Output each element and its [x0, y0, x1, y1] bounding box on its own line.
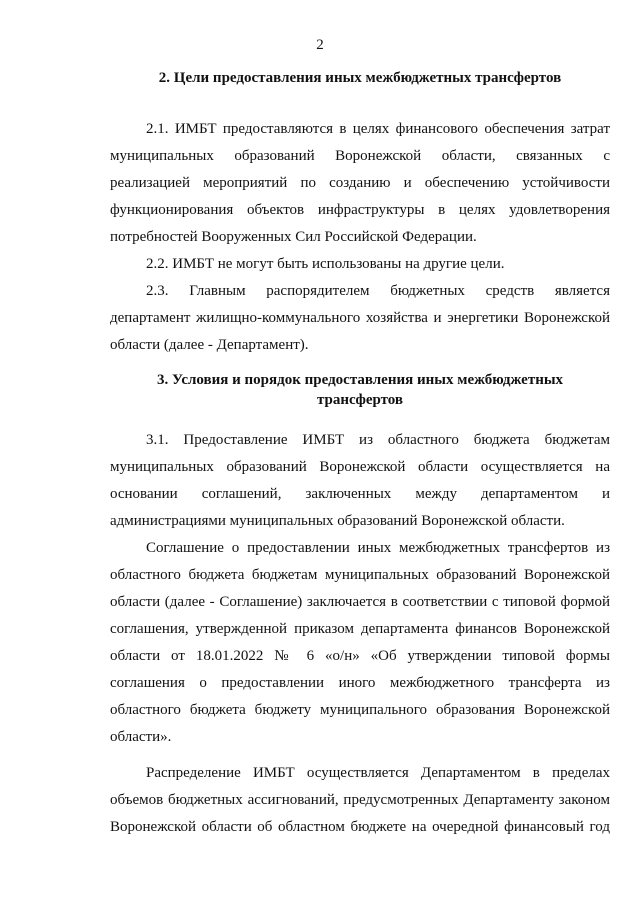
section-2-heading: 2. Цели предоставления иных межбюджетных трансфертов — [158, 70, 562, 86]
paragraph-line: областного бюджета бюджетам муниципальных образований Воронежской — [110, 567, 610, 583]
paragraph-line: реализацией мероприятий по созданию и обеспечению устойчивости — [110, 175, 610, 191]
paragraph-line: основании соглашений, заключенных между департаментом и — [110, 486, 610, 502]
section-3-heading-line: 3. Условия и порядок предоставления иных межбюджетных — [156, 372, 564, 388]
section-3-heading-line: трансфертов — [316, 392, 404, 408]
paragraph-line: соглашения, утвержденной приказом департамента финансов Воронежской — [110, 621, 610, 637]
paragraph-line: областного бюджета бюджету муниципального образования Воронежской — [110, 702, 610, 718]
paragraph-line: области». — [110, 729, 172, 745]
paragraph-line: области от 18.01.2022 № 6 «о/н» «Об утверждении типовой формы — [110, 648, 610, 664]
paragraph-line: Воронежской области об областном бюджете на очередной финансовый год — [110, 819, 610, 835]
section-2-body — [110, 116, 610, 359]
paragraph-line: потребностей Вооруженных Сил Российской Федерации. — [110, 229, 477, 245]
paragraph-line: муниципальных образований Воронежской области, связанных с — [110, 148, 610, 164]
paragraph-line: Соглашение о предоставлении иных межбюджетных трансфертов из — [146, 540, 610, 556]
section-3-heading — [110, 370, 610, 410]
paragraph-line: Распределение ИМБТ осуществляется Департаментом в пределах — [146, 765, 610, 781]
paragraph-line: департамент жилищно-коммунального хозяйства и энергетики Воронежской — [110, 310, 610, 326]
paragraph-line: 2.2. ИМБТ не могут быть использованы на другие цели. — [146, 256, 505, 272]
paragraph-line: объемов бюджетных ассигнований, предусмотренных Департаменту законом — [110, 792, 610, 808]
paragraph-line: муниципальных образований Воронежской области осуществляется на — [110, 459, 610, 475]
paragraph-line: 3.1. Предоставление ИМБТ из областного бюджета бюджетам — [146, 432, 610, 448]
paragraph-line: 2.1. ИМБТ предоставляются в целях финансового обеспечения затрат — [146, 121, 610, 137]
paragraph-line: области (далее - Соглашение) заключается в соответствии с типовой формой — [110, 594, 610, 610]
paragraph-line: соглашения о предоставлении иного межбюджетного трансферта из — [110, 675, 610, 691]
paragraph-line: администрациями муниципальных образований Воронежской области. — [110, 513, 565, 529]
paragraph-line: функционирования объектов инфраструктуры в целях удовлетворения — [110, 202, 610, 218]
page-number: 2 — [316, 37, 324, 53]
paragraph-line: 2.3. Главным распорядителем бюджетных средств является — [146, 283, 610, 299]
section-3-body — [110, 427, 610, 841]
paragraph-line: области (далее - Департамент). — [110, 337, 309, 353]
